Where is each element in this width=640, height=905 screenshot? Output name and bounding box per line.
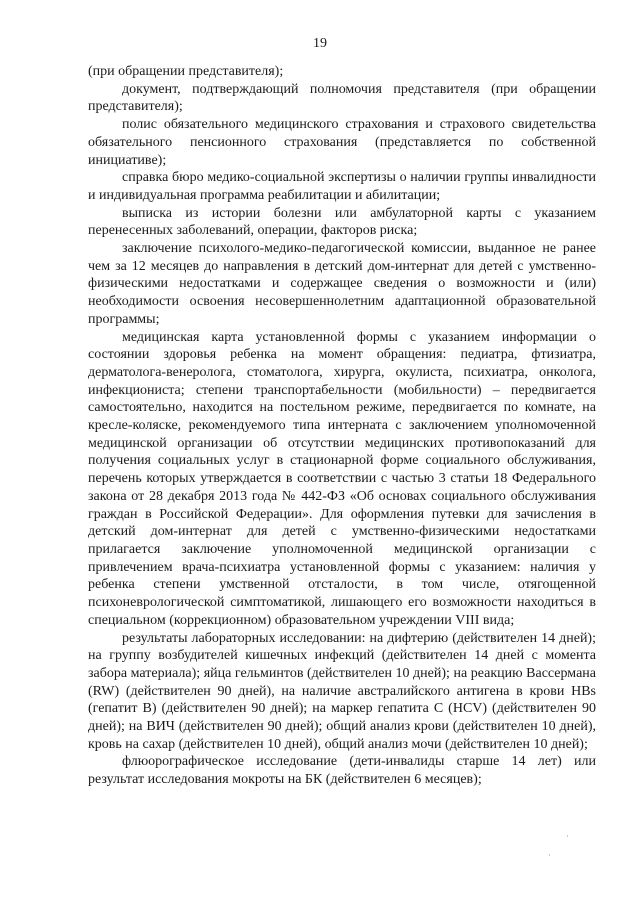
paragraph-representative-request: (при обращении представителя); xyxy=(88,64,284,79)
paragraph-pmpk-conclusion: заключение психолого-медико-педагогической комиссии, выданное не ранее чем за 12 месяцев до направления в детский дом-интернат для детей с умственно-физическими недостатками и содержащее сведения о возможности и (или) необходимости освоения несовершеннолетним адаптационной образовательной программы; xyxy=(88,241,596,327)
scan-speck: · xyxy=(548,851,551,861)
paragraph-medical-card: медицинская карта установленной формы с указанием информации о состоянии здоровья ребенка на момент обращения: педиатра, фтизиатра, дерматолога-венеролога, стоматолога, хирурга, окулиста, психиатра, онколога, инфекциониста; степени транспортабельности (мобильности) – передвигается самостоятельно, находится на постельном режиме, передвигается по комнате, на кресле-коляске, рекомендуемого типа интерната с заключением уполномоченной медицинской организации об отсутствии медицинских противопоказаний для получения социальных услуг в стационарной форме социального обслуживания, перечень которых утверждается в соответствии с частью 3 статьи 18 Федерального закона от 28 декабря 2013 года № 442-ФЗ «Об основах социального обслуживания граждан в Российской Федерации». Для оформления путевки для зачисления в детский дом-интернат для детей с умственно-физическими недостатками прилагается заключение уполномоченной медицинской организации с привлечением врача-психиатра установленной формы с указанием: наличия у ребенка степени умственной отсталости, в том числе, отягощенной психоневрологической симптоматикой, лишающего его возможности находиться в специальном (коррекционном) образовательном учреждении VIII вида; xyxy=(88,329,596,628)
scan-speck: · xyxy=(566,832,569,842)
paragraph-authority-document: документ, подтверждающий полномочия представителя (при обращении представителя); xyxy=(88,81,596,115)
paragraph-insurance-policy: полис обязательного медицинского страхования и страхового свидетельства обязательного пенсионного страхования (представляется по собственной инициативе); xyxy=(88,117,596,168)
document-body xyxy=(88,63,596,789)
paragraph-fluorography: флюорографическое исследование (дети-инвалиды старше 14 лет) или результат исследования мокроты на БК (действителен 6 месяцев); xyxy=(88,754,596,788)
page-number: 19 xyxy=(313,36,327,51)
paragraph-medical-extract: выписка из истории болезни или амбулаторной карты с указанием перенесенных заболеваний, операции, факторов риска; xyxy=(88,205,596,239)
paragraph-lab-results: результаты лабораторных исследовании: на дифтерию (действителен 14 дней); на группу возбудителей кишечных инфекций (действителен 14 дней с момента забора материала); яйца гельминтов (действителен 10 дней); на реакцию Вассермана (RW) (действителен 90 дней), на наличие австралийского антигена в крови HBs (гепатит B) (действителен 90 дней); на маркер гепатита C (HCV) (действителен 90 дней); на ВИЧ (действителен 90 дней); общий анализ крови (действителен 10 дней), кровь на сахар (действителен 10 дней), общий анализ мочи (действителен 10 дней); xyxy=(88,630,596,752)
paragraph-mse-certificate: справка бюро медико-социальной экспертизы о наличии группы инвалидности и индивидуальная программа реабилитации и абилитации; xyxy=(88,170,596,203)
